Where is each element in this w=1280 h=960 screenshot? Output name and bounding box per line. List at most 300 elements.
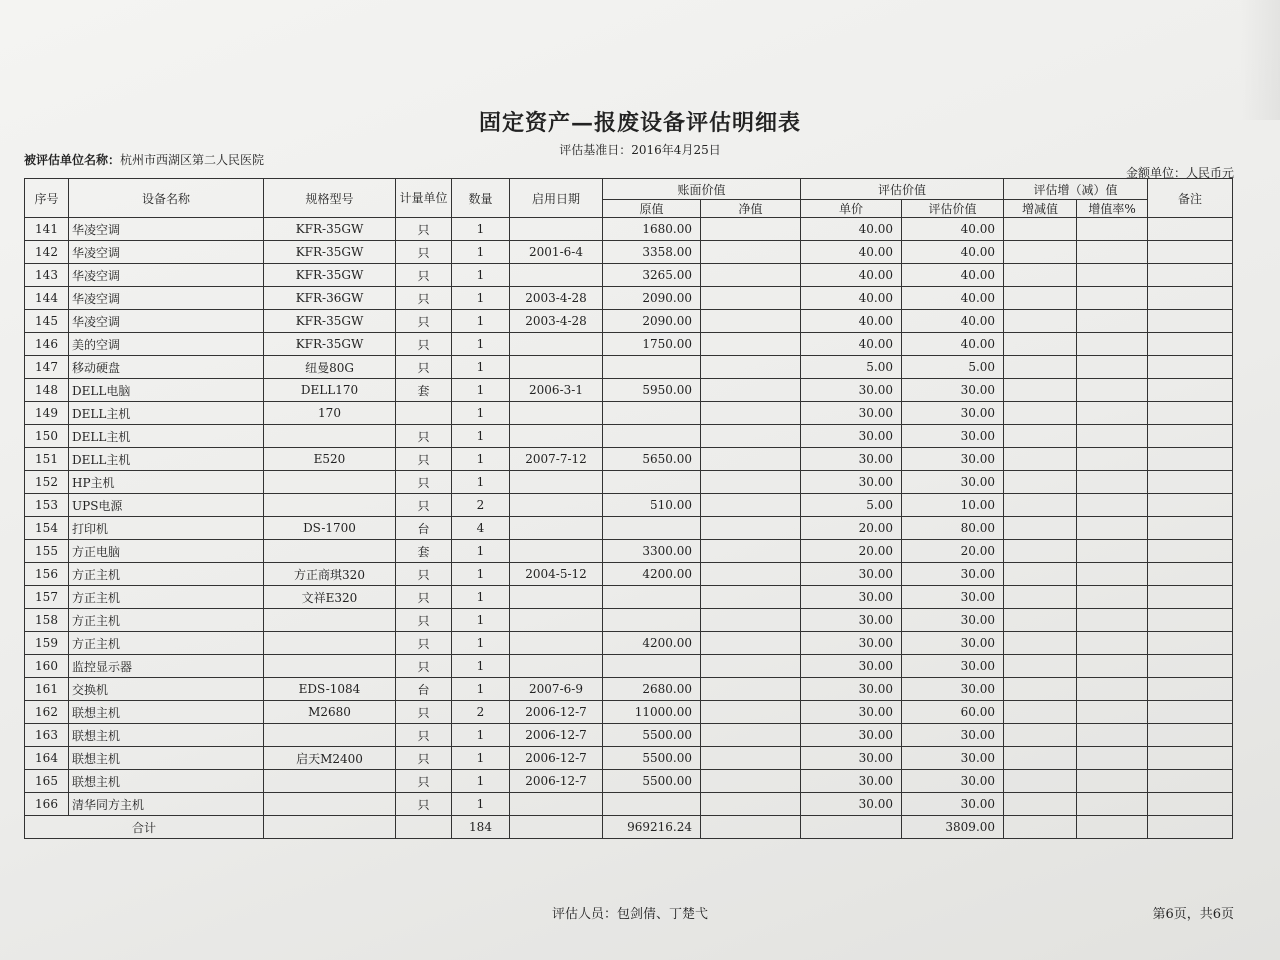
cell-seq: 158	[25, 609, 69, 632]
cell-change-val	[1004, 448, 1077, 471]
cell-price: 30.00	[801, 563, 902, 586]
cell-price: 40.00	[801, 264, 902, 287]
cell-price: 5.00	[801, 494, 902, 517]
cell-net	[701, 563, 801, 586]
cell-unit: 只	[396, 287, 452, 310]
cell-unit: 只	[396, 655, 452, 678]
cell-value: 30.00	[902, 770, 1004, 793]
cell-unit: 只	[396, 218, 452, 241]
cell-date	[510, 425, 603, 448]
cell-net	[701, 770, 801, 793]
cell-orig: 3265.00	[603, 264, 701, 287]
asset-table	[24, 178, 1233, 839]
cell-name: 联想主机	[69, 701, 264, 724]
cell-net	[701, 218, 801, 241]
cell-name: UPS电源	[69, 494, 264, 517]
cell-change-val	[1004, 402, 1077, 425]
cell-date	[510, 264, 603, 287]
cell-orig: 1680.00	[603, 218, 701, 241]
cell-date: 2006-12-7	[510, 747, 603, 770]
assessors: 评估人员：包剑倩、丁楚弋	[552, 907, 709, 922]
cell-name: DELL主机	[69, 402, 264, 425]
cell-net	[701, 448, 801, 471]
cell-orig: 2680.00	[603, 678, 701, 701]
cell-change-val	[1004, 540, 1077, 563]
cell-date	[510, 333, 603, 356]
cell-name: 方正主机	[69, 563, 264, 586]
cell-value: 30.00	[902, 425, 1004, 448]
cell-qty: 2	[452, 494, 510, 517]
cell-unit: 只	[396, 425, 452, 448]
cell-change-rate	[1077, 563, 1148, 586]
col-eval-value: 评估价值	[902, 200, 1004, 218]
col-book: 账面价值	[603, 179, 801, 200]
cell-model	[264, 471, 396, 494]
col-change-val: 增减值	[1004, 200, 1077, 218]
cell-note	[1148, 379, 1233, 402]
cell-change-rate	[1077, 609, 1148, 632]
cell-orig: 3358.00	[603, 241, 701, 264]
cell-qty: 1	[452, 563, 510, 586]
cell-note	[1148, 747, 1233, 770]
cell-model: DS-1700	[264, 517, 396, 540]
cell-qty: 1	[452, 425, 510, 448]
table-row	[25, 655, 1233, 678]
cell-name: 华凌空调	[69, 310, 264, 333]
cell-change-val	[1004, 701, 1077, 724]
cell-change-rate	[1077, 770, 1148, 793]
cell-change-rate	[1077, 448, 1148, 471]
cell-date	[510, 609, 603, 632]
base-date: 评估基准日：2016年4月25日	[559, 143, 721, 157]
cell-date	[510, 517, 603, 540]
cell-unit: 只	[396, 632, 452, 655]
cell-change-rate	[1077, 678, 1148, 701]
cell-model	[264, 494, 396, 517]
cell-name: 打印机	[69, 517, 264, 540]
cell-model: KFR-35GW	[264, 333, 396, 356]
table-row	[25, 471, 1233, 494]
cell-change-rate	[1077, 471, 1148, 494]
cell-price: 30.00	[801, 425, 902, 448]
cell-name: 方正主机	[69, 609, 264, 632]
cell-net	[701, 517, 801, 540]
cell-value: 40.00	[902, 310, 1004, 333]
cell-orig: 5950.00	[603, 379, 701, 402]
cell-seq: 166	[25, 793, 69, 816]
cell-change-rate	[1077, 747, 1148, 770]
cell-orig	[603, 356, 701, 379]
cell-change-val	[1004, 241, 1077, 264]
cell-orig	[603, 609, 701, 632]
col-name: 设备名称	[69, 179, 264, 218]
cell-net	[701, 747, 801, 770]
total-row	[25, 816, 1233, 839]
cell-qty: 2	[452, 701, 510, 724]
cell-model	[264, 655, 396, 678]
currency-unit: 金额单位：人民币元	[1125, 166, 1234, 180]
cell-orig: 3300.00	[603, 540, 701, 563]
cell-seq: 162	[25, 701, 69, 724]
cell-note	[1148, 678, 1233, 701]
cell-qty: 1	[452, 586, 510, 609]
cell-value: 30.00	[902, 793, 1004, 816]
cell-price: 30.00	[801, 770, 902, 793]
table-row	[25, 678, 1233, 701]
col-qty: 数量	[452, 179, 510, 218]
table-row	[25, 609, 1233, 632]
cell-unit: 只	[396, 586, 452, 609]
cell-value: 60.00	[902, 701, 1004, 724]
cell-seq: 163	[25, 724, 69, 747]
cell-change-val	[1004, 264, 1077, 287]
table-row	[25, 310, 1233, 333]
cell-name: 方正主机	[69, 632, 264, 655]
cell-date	[510, 540, 603, 563]
cell-price: 30.00	[801, 655, 902, 678]
cell-name: 华凌空调	[69, 241, 264, 264]
cell-change-val	[1004, 517, 1077, 540]
cell-note	[1148, 563, 1233, 586]
table-row	[25, 586, 1233, 609]
cell-date: 2003-4-28	[510, 287, 603, 310]
cell-seq: 151	[25, 448, 69, 471]
cell-seq: 153	[25, 494, 69, 517]
cell-note	[1148, 494, 1233, 517]
col-unit: 计量单位	[396, 179, 452, 218]
cell-change-rate	[1077, 540, 1148, 563]
page-title: 固定资产—报废设备评估明细表	[478, 110, 801, 136]
cell-net	[701, 264, 801, 287]
cell-change-rate	[1077, 724, 1148, 747]
cell-note	[1148, 218, 1233, 241]
cell-model: 启天M2400	[264, 747, 396, 770]
cell-value: 30.00	[902, 678, 1004, 701]
cell-value: 10.00	[902, 494, 1004, 517]
cell-model	[264, 724, 396, 747]
cell-seq: 150	[25, 425, 69, 448]
cell-price: 30.00	[801, 609, 902, 632]
cell-note	[1148, 701, 1233, 724]
cell-model: 方正商琪320	[264, 563, 396, 586]
cell-price: 30.00	[801, 724, 902, 747]
cell-model	[264, 540, 396, 563]
cell-note	[1148, 264, 1233, 287]
cell-model: 170	[264, 402, 396, 425]
cell-change-val	[1004, 333, 1077, 356]
cell-unit: 只	[396, 310, 452, 333]
cell-change-rate	[1077, 218, 1148, 241]
cell-note	[1148, 770, 1233, 793]
cell-name: 监控显示器	[69, 655, 264, 678]
cell-change-val	[1004, 287, 1077, 310]
cell-orig	[603, 402, 701, 425]
cell-date: 2006-12-7	[510, 770, 603, 793]
cell-net	[701, 402, 801, 425]
assessed-unit	[24, 151, 264, 168]
cell-model: 纽曼80G	[264, 356, 396, 379]
cell-value: 40.00	[902, 264, 1004, 287]
cell-orig: 4200.00	[603, 563, 701, 586]
cell-model: 文祥E320	[264, 586, 396, 609]
cell-qty: 1	[452, 609, 510, 632]
cell-price: 40.00	[801, 241, 902, 264]
cell-value: 30.00	[902, 471, 1004, 494]
total-label: 合计	[25, 816, 264, 839]
cell-value: 20.00	[902, 540, 1004, 563]
page-number: 第6页，共6页	[1152, 907, 1234, 922]
cell-price: 30.00	[801, 448, 902, 471]
cell-orig: 4200.00	[603, 632, 701, 655]
paper-shadow	[1240, 0, 1280, 120]
cell-change-rate	[1077, 287, 1148, 310]
cell-seq: 160	[25, 655, 69, 678]
cell-seq: 161	[25, 678, 69, 701]
cell-name: 华凌空调	[69, 264, 264, 287]
cell-name: 联想主机	[69, 747, 264, 770]
table-row	[25, 747, 1233, 770]
cell-net	[701, 425, 801, 448]
cell-change-val	[1004, 632, 1077, 655]
col-eval-unit: 单价	[801, 200, 902, 218]
cell-seq: 154	[25, 517, 69, 540]
cell-note	[1148, 310, 1233, 333]
cell-change-val	[1004, 655, 1077, 678]
cell-orig	[603, 517, 701, 540]
cell-seq: 164	[25, 747, 69, 770]
col-seq: 序号	[25, 179, 69, 218]
cell-price: 30.00	[801, 632, 902, 655]
cell-net	[701, 724, 801, 747]
cell-name: 联想主机	[69, 724, 264, 747]
cell-price: 30.00	[801, 701, 902, 724]
cell-orig	[603, 471, 701, 494]
cell-qty: 1	[452, 678, 510, 701]
cell-change-rate	[1077, 425, 1148, 448]
cell-change-rate	[1077, 264, 1148, 287]
cell-seq: 146	[25, 333, 69, 356]
cell-orig: 510.00	[603, 494, 701, 517]
cell-note	[1148, 724, 1233, 747]
cell-date	[510, 655, 603, 678]
cell-qty: 1	[452, 747, 510, 770]
cell-change-val	[1004, 724, 1077, 747]
cell-change-val	[1004, 310, 1077, 333]
cell-date: 2006-12-7	[510, 701, 603, 724]
cell-seq: 147	[25, 356, 69, 379]
cell-orig: 2090.00	[603, 287, 701, 310]
cell-value: 30.00	[902, 586, 1004, 609]
cell-change-rate	[1077, 379, 1148, 402]
cell-net	[701, 678, 801, 701]
cell-change-rate	[1077, 241, 1148, 264]
cell-date	[510, 586, 603, 609]
cell-model: M2680	[264, 701, 396, 724]
cell-value: 80.00	[902, 517, 1004, 540]
cell-qty: 1	[452, 356, 510, 379]
col-eval: 评估价值	[801, 179, 1004, 200]
cell-change-rate	[1077, 632, 1148, 655]
cell-net	[701, 287, 801, 310]
cell-value: 40.00	[902, 218, 1004, 241]
cell-unit: 只	[396, 724, 452, 747]
cell-seq: 145	[25, 310, 69, 333]
cell-net	[701, 540, 801, 563]
cell-change-rate	[1077, 310, 1148, 333]
cell-change-val	[1004, 563, 1077, 586]
cell-unit: 只	[396, 356, 452, 379]
cell-model: KFR-35GW	[264, 241, 396, 264]
cell-value: 30.00	[902, 724, 1004, 747]
cell-date: 2007-6-9	[510, 678, 603, 701]
cell-seq: 165	[25, 770, 69, 793]
cell-name: 方正电脑	[69, 540, 264, 563]
table-row	[25, 724, 1233, 747]
cell-price: 40.00	[801, 333, 902, 356]
cell-value: 30.00	[902, 563, 1004, 586]
cell-seq: 143	[25, 264, 69, 287]
cell-change-val	[1004, 218, 1077, 241]
cell-net	[701, 241, 801, 264]
cell-qty: 1	[452, 793, 510, 816]
cell-date: 2001-6-4	[510, 241, 603, 264]
cell-date: 2003-4-28	[510, 310, 603, 333]
cell-price: 30.00	[801, 793, 902, 816]
cell-net	[701, 310, 801, 333]
cell-seq: 155	[25, 540, 69, 563]
cell-net	[701, 471, 801, 494]
cell-change-val	[1004, 494, 1077, 517]
cell-date	[510, 632, 603, 655]
cell-price: 40.00	[801, 287, 902, 310]
cell-qty: 1	[452, 655, 510, 678]
cell-unit: 只	[396, 264, 452, 287]
cell-change-rate	[1077, 402, 1148, 425]
cell-qty: 1	[452, 264, 510, 287]
cell-note	[1148, 586, 1233, 609]
cell-name: 联想主机	[69, 770, 264, 793]
cell-note	[1148, 241, 1233, 264]
cell-unit: 只	[396, 609, 452, 632]
cell-seq: 156	[25, 563, 69, 586]
cell-name: 美的空调	[69, 333, 264, 356]
cell-seq: 157	[25, 586, 69, 609]
cell-model: EDS-1084	[264, 678, 396, 701]
cell-unit: 套	[396, 540, 452, 563]
cell-note	[1148, 402, 1233, 425]
cell-net	[701, 655, 801, 678]
cell-model	[264, 770, 396, 793]
cell-change-rate	[1077, 701, 1148, 724]
cell-value: 30.00	[902, 655, 1004, 678]
cell-value: 30.00	[902, 448, 1004, 471]
cell-date	[510, 356, 603, 379]
cell-date	[510, 793, 603, 816]
cell-qty: 1	[452, 218, 510, 241]
cell-date: 2006-12-7	[510, 724, 603, 747]
cell-date: 2007-7-12	[510, 448, 603, 471]
cell-note	[1148, 540, 1233, 563]
cell-change-rate	[1077, 494, 1148, 517]
cell-net	[701, 494, 801, 517]
col-book-net: 净值	[701, 200, 801, 218]
cell-net	[701, 632, 801, 655]
cell-value: 40.00	[902, 287, 1004, 310]
cell-note	[1148, 356, 1233, 379]
table-row	[25, 701, 1233, 724]
table-row	[25, 241, 1233, 264]
cell-note	[1148, 793, 1233, 816]
cell-change-val	[1004, 609, 1077, 632]
cell-value: 30.00	[902, 402, 1004, 425]
cell-change-val	[1004, 356, 1077, 379]
cell-model	[264, 609, 396, 632]
cell-qty: 1	[452, 540, 510, 563]
cell-value: 5.00	[902, 356, 1004, 379]
cell-orig: 5500.00	[603, 770, 701, 793]
cell-seq: 152	[25, 471, 69, 494]
cell-qty: 1	[452, 632, 510, 655]
cell-orig: 2090.00	[603, 310, 701, 333]
cell-name: 华凌空调	[69, 287, 264, 310]
cell-model	[264, 632, 396, 655]
table-row	[25, 425, 1233, 448]
cell-net	[701, 356, 801, 379]
cell-name: 华凌空调	[69, 218, 264, 241]
cell-orig: 11000.00	[603, 701, 701, 724]
assessed-unit-name: 杭州市西湖区第二人民医院	[120, 153, 265, 167]
cell-price: 30.00	[801, 402, 902, 425]
cell-date	[510, 402, 603, 425]
cell-seq: 149	[25, 402, 69, 425]
total-value: 3809.00	[902, 816, 1004, 839]
cell-change-rate	[1077, 655, 1148, 678]
table-row	[25, 448, 1233, 471]
cell-model: E520	[264, 448, 396, 471]
cell-orig	[603, 586, 701, 609]
cell-note	[1148, 333, 1233, 356]
cell-model: DELL170	[264, 379, 396, 402]
cell-net	[701, 609, 801, 632]
cell-value: 30.00	[902, 609, 1004, 632]
cell-seq: 142	[25, 241, 69, 264]
cell-model: KFR-35GW	[264, 310, 396, 333]
cell-model	[264, 793, 396, 816]
cell-value: 30.00	[902, 379, 1004, 402]
cell-change-rate	[1077, 586, 1148, 609]
cell-change-val	[1004, 379, 1077, 402]
cell-change-rate	[1077, 517, 1148, 540]
cell-orig	[603, 655, 701, 678]
cell-name: DELL电脑	[69, 379, 264, 402]
cell-qty: 1	[452, 287, 510, 310]
cell-unit	[396, 402, 452, 425]
cell-change-val	[1004, 747, 1077, 770]
cell-change-val	[1004, 425, 1077, 448]
table-row	[25, 540, 1233, 563]
cell-unit: 只	[396, 770, 452, 793]
cell-change-val	[1004, 586, 1077, 609]
cell-orig	[603, 425, 701, 448]
cell-net	[701, 586, 801, 609]
cell-value: 40.00	[902, 333, 1004, 356]
cell-qty: 1	[452, 241, 510, 264]
cell-name: 清华同方主机	[69, 793, 264, 816]
table-row	[25, 356, 1233, 379]
cell-name: DELL主机	[69, 425, 264, 448]
cell-note	[1148, 517, 1233, 540]
cell-qty: 1	[452, 770, 510, 793]
